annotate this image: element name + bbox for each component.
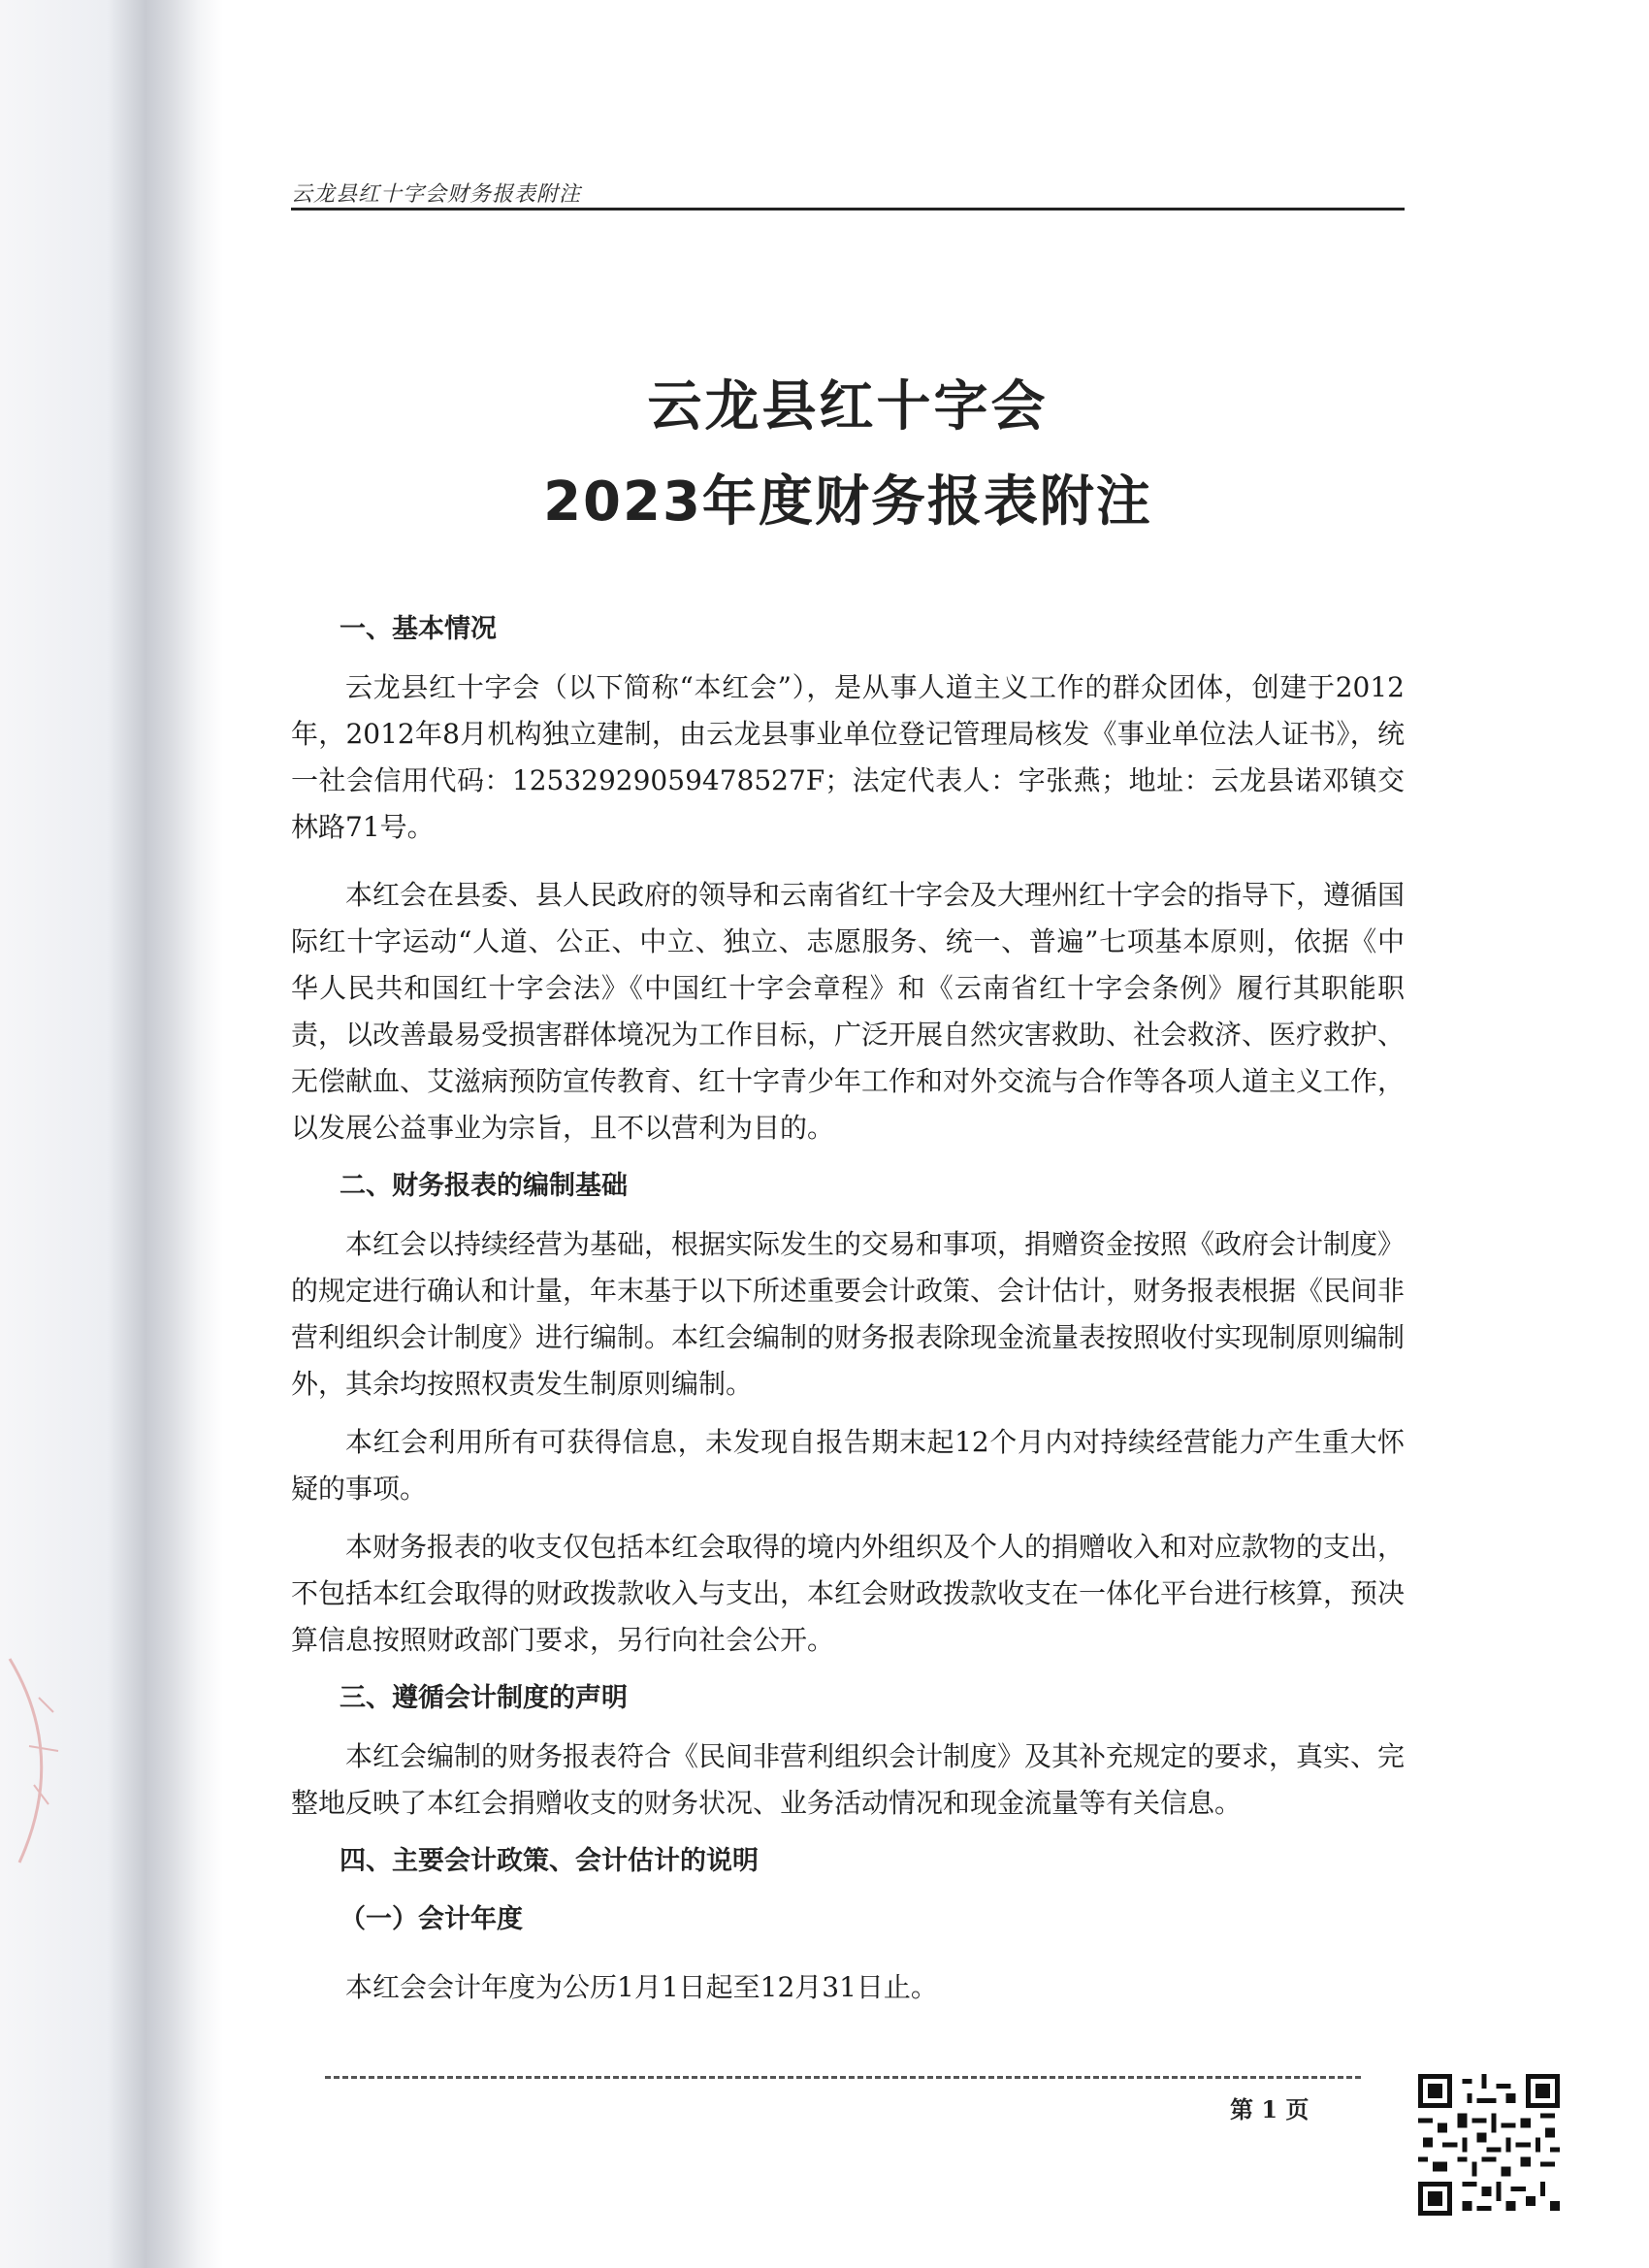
page-binding-shadow [0,0,223,2268]
footer-divider [325,2076,1361,2079]
subsection-heading-fiscal-year: （一）会计年度 [340,1904,523,1934]
paragraph-compliance: 本红会编制的财务报表符合《民间非营利组织会计制度》及其补充规定的要求，真实、完整地反映了本红会捐赠收支的财务状况、业务活动情况和现金流量等有关信息。 [291,1740,1406,1819]
section-heading-preparation-basis: 二、财务报表的编制基础 [340,1171,628,1201]
section-heading-accounting-policies: 四、主要会计政策、会计估计的说明 [340,1846,759,1876]
paragraph-preparation-basis-2: 本红会利用所有可获得信息，未发现自报告期末起12个月内对持续经营能力产生重大怀疑的事项。 [291,1426,1405,1505]
page-number: 第 1 页 [1230,2095,1310,2123]
header-divider [291,208,1405,211]
seal-stamp-fragment [0,1639,87,1882]
document-title-org: 云龙县红十字会 [647,375,1049,438]
document-body [291,606,1405,2011]
section-heading-basic-info: 一、基本情况 [340,614,497,644]
paragraph-preparation-basis-3: 本财务报表的收支仅包括本红会取得的境内外组织及个人的捐赠收入和对应款物的支出，不包括本红会取得的财政拨款收入与支出，本红会财政拨款收支在一体化平台进行核算，预决算信息按照财政部门要求，另行向社会公开。 [291,1531,1406,1656]
paragraph-preparation-basis-1: 本红会以持续经营为基础，根据实际发生的交易和事项，捐赠资金按照《政府会计制度》的规定进行确认和计量，年末基于以下所述重要会计政策、会计估计，财务报表根据《民间非营利组织会计制度》进行编制。本红会编制的财务报表除现金流量表按照收付实现制原则编制外，其余均按照权责发生制原则编制。 [291,1228,1406,1400]
paragraph-fiscal-year: 本红会会计年度为公历1月1日起至12月31日止。 [345,1971,938,2003]
document-title-report: 2023年度财务报表附注 [543,470,1152,534]
qr-code-icon [1418,2074,1560,2216]
paragraph-basic-info-1: 云龙县红十字会（以下简称“本红会”），是从事人道主义工作的群众团体，创建于2012年，2012年8月机构独立建制，由云龙县事业单位登记管理局核发《事业单位法人证书》，统一社会信用代码：12532929059478527F；法定代表人：字张燕；地址：云龙县诺邓镇交林路71号。 [291,671,1405,843]
paragraph-basic-info-2: 本红会在县委、县人民政府的领导和云南省红十字会及大理州红十字会的指导下，遵循国际红十字运动“人道、公正、中立、独立、志愿服务、统一、普遍”七项基本原则，依据《中华人民共和国红十字会法》《中国红十字会章程》和《云南省红十字会条例》履行其职能职责，以改善最易受损害群体境况为工作目标，广泛开展自然灾害救助、社会救济、医疗救护、无偿献血、艾滋病预防宣传教育、红十字青少年工作和对外交流与合作等各项人道主义工作，以发展公益事业为宗旨，且不以营利为目的。 [291,879,1406,1144]
running-header: 云龙县红十字会财务报表附注 [291,182,582,207]
section-heading-compliance: 三、遵循会计制度的声明 [340,1683,628,1713]
